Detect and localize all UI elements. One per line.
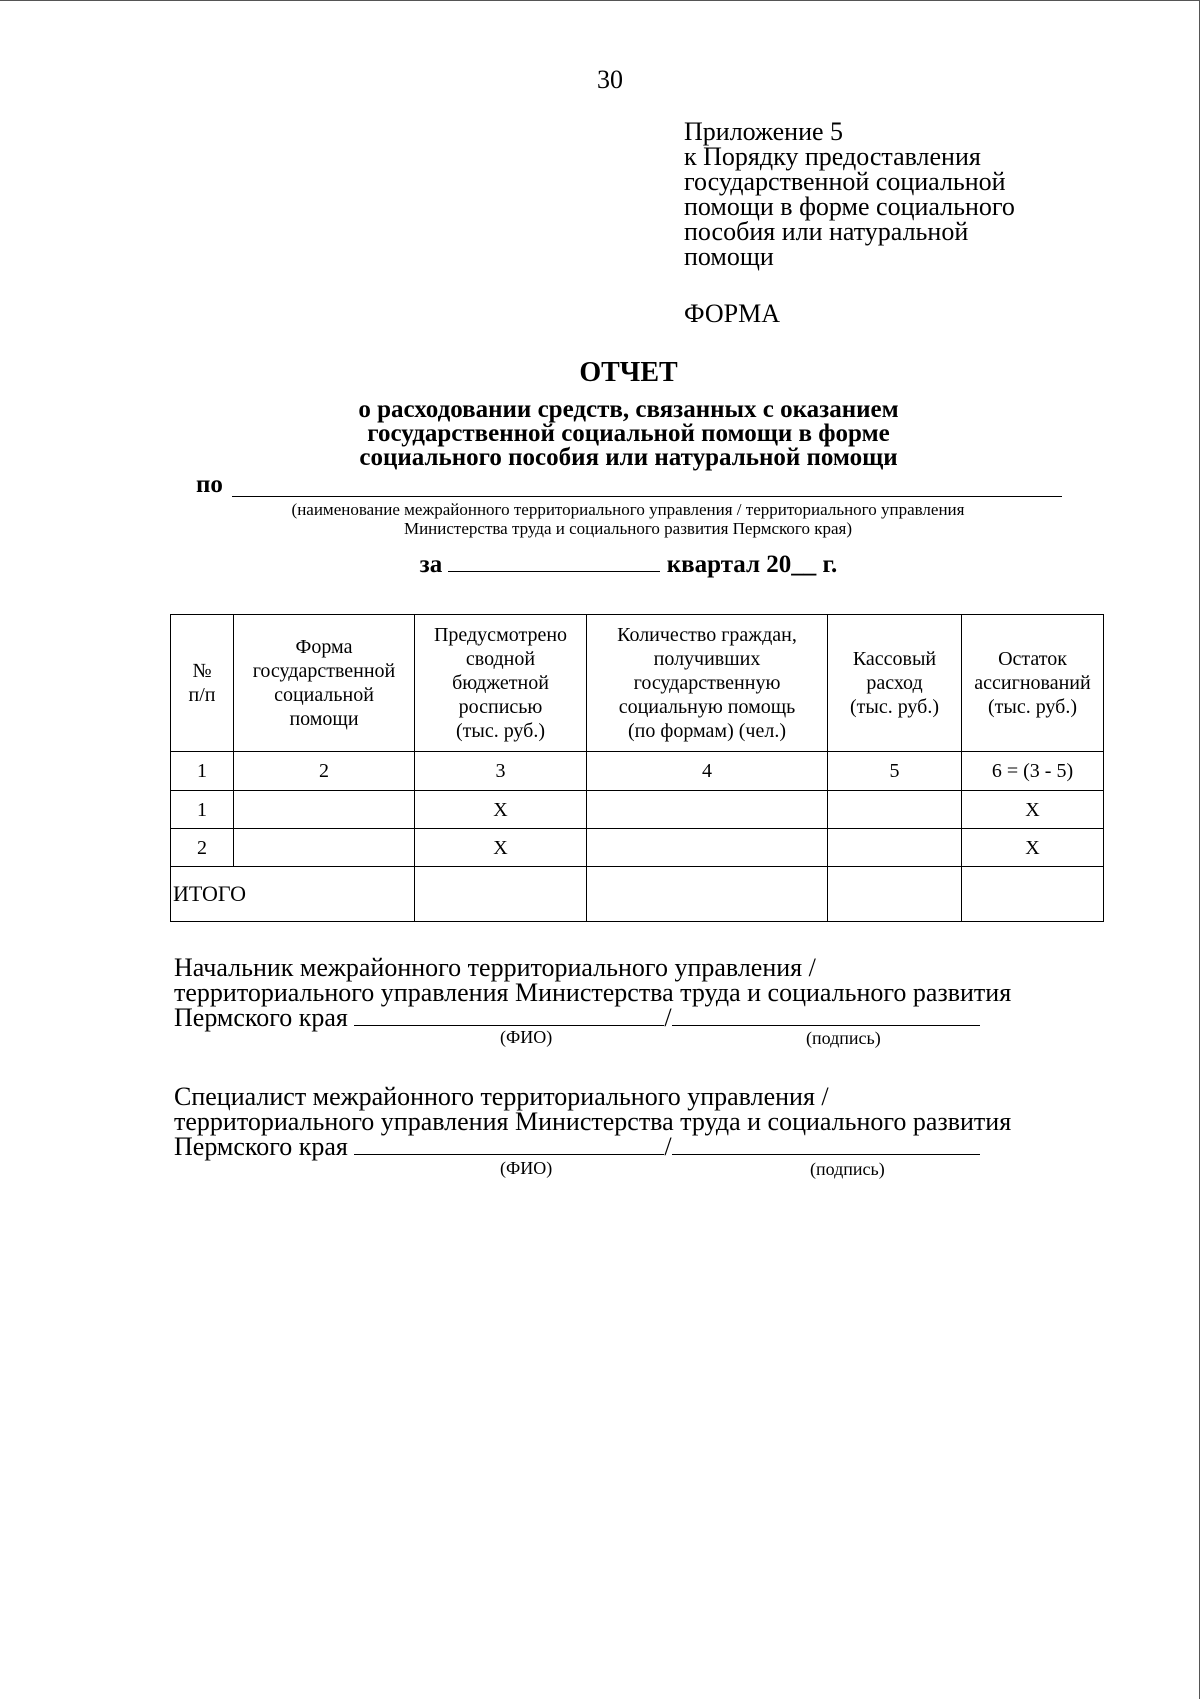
table-cell: X [962, 829, 1104, 867]
sign-caption: (подпись) [806, 1028, 881, 1048]
table-cell: X [415, 829, 587, 867]
total-cell[interactable] [828, 867, 962, 922]
page-number: 30 [597, 65, 623, 94]
signature-separator: / [664, 1132, 672, 1161]
signature-last-line [174, 1134, 1011, 1159]
signature-last-line [174, 1005, 1011, 1030]
header-cell [587, 615, 828, 752]
department-name-hint [230, 500, 1026, 538]
po-label: по [196, 471, 223, 498]
table-cell[interactable] [234, 829, 415, 867]
table-cell: X [415, 791, 587, 829]
hint-line: Министерства труда и социального развития Пермского края) [403, 519, 853, 538]
hint-line: (наименование межрайонного территориального управления / территориального управления [291, 500, 965, 519]
header-cell [415, 615, 587, 752]
form-label: ФОРМА [684, 299, 780, 328]
sign-caption: (подпись) [810, 1159, 885, 1179]
table-cell[interactable] [587, 791, 828, 829]
table-row [171, 791, 1104, 829]
table-row [171, 829, 1104, 867]
total-label: ИТОГО [171, 867, 415, 922]
appendix-line: помощи [684, 242, 774, 271]
report-subtitle [0, 398, 1200, 470]
specialist-fio-field[interactable] [354, 1153, 664, 1155]
signature-title-line: Специалист межрайонного территориального управления / [174, 1082, 829, 1111]
signature-title-line: Начальник межрайонного территориального управления / [174, 953, 816, 982]
table-header-row [171, 615, 1104, 752]
column-number-cell: 4 [587, 752, 828, 791]
signature-region: Пермского края [174, 1132, 348, 1161]
head-sign-field[interactable] [672, 1024, 980, 1026]
period-prefix: за [419, 551, 443, 578]
signature-title-line: территориального управления Министерства труда и социального развития [174, 978, 1012, 1007]
column-number-cell: 2 [234, 752, 415, 791]
header-cell [171, 615, 234, 752]
appendix-line: помощи в форме социального [684, 192, 1015, 221]
report-title: ОТЧЕТ [579, 357, 678, 388]
signature-region: Пермского края [174, 1003, 348, 1032]
total-cell[interactable] [962, 867, 1104, 922]
appendix-line: к Порядку предоставления [684, 142, 981, 171]
appendix-line: пособия или натуральной [684, 217, 969, 246]
header-text: Кассовый расход (тыс. руб.) [849, 648, 940, 718]
table-cell: 1 [171, 791, 234, 829]
signature-title-line: территориального управления Министерства труда и социального развития [174, 1107, 1012, 1136]
header-text: Предусмотрено сводной бюджетной росписью (тыс. руб.) [433, 624, 568, 742]
report-period [0, 551, 1200, 579]
total-cell[interactable] [415, 867, 587, 922]
table-cell[interactable] [828, 791, 962, 829]
quarter-field[interactable] [448, 570, 660, 572]
specialist-sign-field[interactable] [672, 1153, 980, 1155]
appendix-note [684, 119, 1015, 269]
appendix-line: государственной социальной [684, 167, 1006, 196]
header-cell [828, 615, 962, 752]
report-subtitle-line: социального пособия или натуральной помощи [359, 444, 898, 471]
period-suffix: квартал 20__ г. [666, 551, 838, 578]
signature-separator: / [664, 1003, 672, 1032]
report-table [170, 614, 1104, 922]
column-number-cell: 5 [828, 752, 962, 791]
specialist-signature-block [174, 1084, 1011, 1159]
report-subtitle-line: о расходовании средств, связанных с оказанием [358, 396, 899, 423]
header-text: Форма государственной социальной помощи [252, 636, 396, 730]
table-cell: X [962, 791, 1104, 829]
table-cell[interactable] [587, 829, 828, 867]
fio-caption: (ФИО) [500, 1158, 553, 1178]
header-cell [234, 615, 415, 752]
header-text: Количество граждан, получивших государственную социальную помощь (по формам) (чел.) [617, 624, 797, 742]
fio-caption: (ФИО) [500, 1027, 553, 1047]
appendix-line: Приложение 5 [684, 117, 844, 146]
column-number-cell: 6 = (3 - 5) [962, 752, 1104, 791]
total-row [171, 867, 1104, 922]
header-text: Остаток ассигнований (тыс. руб.) [974, 648, 1091, 718]
column-number-cell: 1 [171, 752, 234, 791]
table-cell[interactable] [234, 791, 415, 829]
head-signature-block [174, 955, 1011, 1030]
department-name-field[interactable] [232, 496, 1062, 497]
header-cell [962, 615, 1104, 752]
total-cell[interactable] [587, 867, 828, 922]
column-number-row [171, 752, 1104, 791]
table-cell: 2 [171, 829, 234, 867]
head-fio-field[interactable] [354, 1024, 664, 1026]
header-text: № п/п [188, 660, 216, 706]
column-number-cell: 3 [415, 752, 587, 791]
table-cell[interactable] [828, 829, 962, 867]
report-subtitle-line: государственной социальной помощи в форме [367, 420, 890, 447]
